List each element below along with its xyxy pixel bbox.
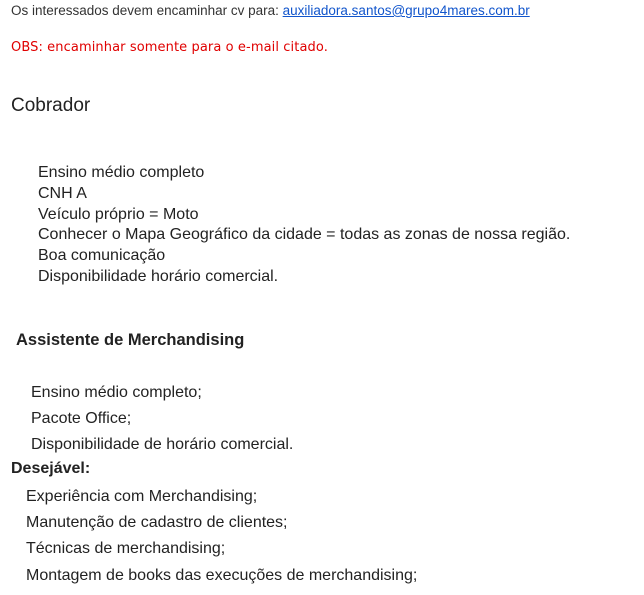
list-item: Veículo próprio = Moto — [38, 205, 199, 223]
cobrador-requirements-list — [38, 163, 570, 288]
merchandising-requirements-list — [31, 380, 293, 458]
list-item: Disponibilidade horário comercial. — [38, 267, 279, 285]
desirable-list — [26, 484, 417, 589]
contact-prefix: Os interessados devem encaminhar cv para: — [11, 3, 283, 18]
list-item: CNH A — [38, 184, 87, 202]
job-title-merchandising: Assistente de Merchandising — [16, 331, 245, 349]
list-item: Experiência com Merchandising; — [26, 488, 258, 505]
obs-note: OBS: encaminhar somente para o e-mail citado. — [11, 40, 328, 55]
list-item: Ensino médio completo — [38, 164, 205, 181]
contact-line — [11, 3, 530, 18]
list-item: Disponibilidade de horário comercial. — [31, 436, 294, 453]
list-item: Técnicas de merchandising; — [26, 540, 226, 558]
list-item: Montagem de books das execuções de merchandising; — [26, 566, 418, 584]
list-item: Conhecer o Mapa Geográfico da cidade = todas as zonas de nossa região. — [38, 226, 571, 244]
list-item: Boa comunicação — [38, 247, 166, 265]
desirable-heading: Desejável: — [11, 460, 91, 477]
list-item: Ensino médio completo; — [31, 384, 202, 401]
list-item: Manutenção de cadastro de clientes; — [26, 514, 288, 532]
list-item: Pacote Office; — [31, 410, 132, 427]
contact-email-link[interactable]: auxiliadora.santos@grupo4mares.com.br — [282, 3, 530, 18]
job-title-cobrador: Cobrador — [11, 95, 91, 116]
